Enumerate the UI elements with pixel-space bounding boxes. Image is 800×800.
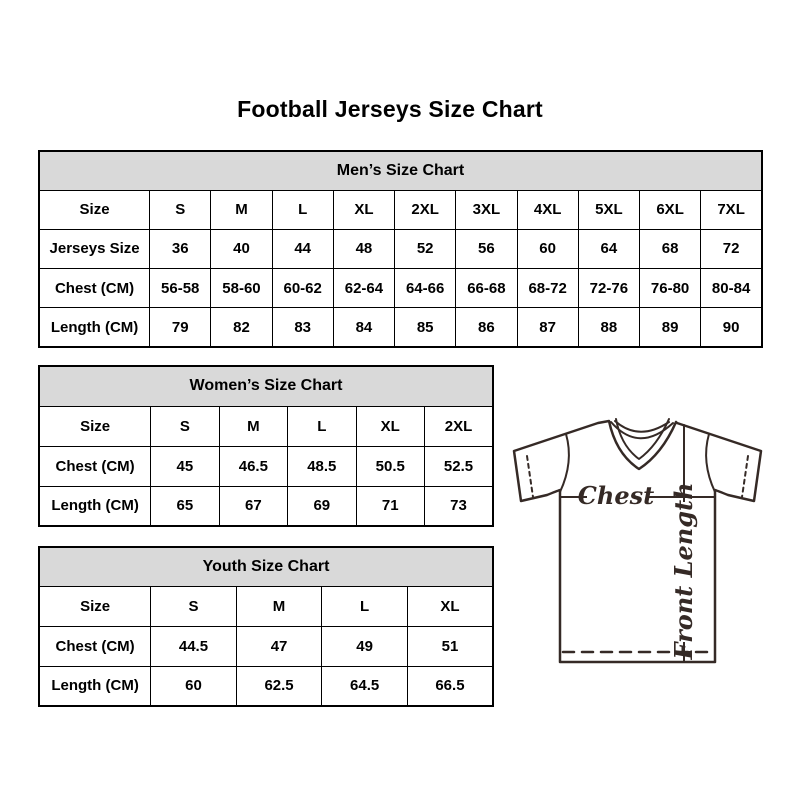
table-cell: 64 [578,229,639,268]
table-cell: 58-60 [211,269,272,308]
table-row [39,486,493,526]
table-cell: 50.5 [356,446,424,486]
table-cell: 49 [322,627,408,667]
row-header: Chest (CM) [39,269,150,308]
table-cell: S [151,406,219,446]
table-cell: S [151,587,237,627]
table-cell: 79 [150,308,211,347]
left-cuff-dashed-line [527,456,533,497]
row-header: Size [39,587,151,627]
table-cell: 46.5 [219,446,287,486]
row-header: Jerseys Size [39,229,150,268]
table-cell: 72 [701,229,762,268]
table-row [39,627,493,667]
table-cell: 56 [456,229,517,268]
table-cell: 86 [456,308,517,347]
table-row [39,587,493,627]
table-cell: M [211,190,272,229]
table-cell: 3XL [456,190,517,229]
table-cell: 66.5 [407,666,493,706]
table-cell: 60 [517,229,578,268]
row-header: Chest (CM) [39,627,151,667]
table-cell: 67 [219,486,287,526]
table-row [39,229,762,268]
table-cell: 85 [395,308,456,347]
table-cell: 62-64 [333,269,394,308]
table-cell: 73 [424,486,493,526]
front-length-label: Front Length [669,482,698,660]
mens-size-table [38,150,763,348]
row-header: Length (CM) [39,486,151,526]
table-cell: 69 [288,486,356,526]
table-cell: 7XL [701,190,762,229]
table-cell: 45 [151,446,219,486]
table-cell: 52 [395,229,456,268]
table-cell: XL [356,406,424,446]
table-cell: XL [407,587,493,627]
table-row [39,406,493,446]
table-cell: 4XL [517,190,578,229]
table-cell: 64.5 [322,666,408,706]
page-title: Football Jerseys Size Chart [237,96,543,122]
table-cell: 65 [151,486,219,526]
table-cell: 64-66 [395,269,456,308]
row-header: Size [39,190,150,229]
table-cell: M [219,406,287,446]
table-cell: 44.5 [151,627,237,667]
table-cell: 84 [333,308,394,347]
table-cell: 60-62 [272,269,333,308]
table-title: Women’s Size Chart [39,366,493,406]
table-cell: 87 [517,308,578,347]
womens-size-chart [38,365,494,527]
table-cell: 68 [639,229,700,268]
table-cell: 48 [333,229,394,268]
table-cell: XL [333,190,394,229]
row-header: Length (CM) [39,308,150,347]
womens-size-table [38,365,494,527]
table-row [39,446,493,486]
table-cell: 82 [211,308,272,347]
table-cell: M [236,587,322,627]
table-cell: 2XL [424,406,493,446]
youth-size-chart [38,546,494,707]
chest-label: Chest [577,481,655,510]
youth-size-table [38,546,494,707]
left-armhole-seam [560,434,569,492]
mens-size-chart [38,150,763,348]
table-cell: L [322,587,408,627]
table-cell: 76-80 [639,269,700,308]
table-row [39,666,493,706]
table-cell: 66-68 [456,269,517,308]
table-cell: 51 [407,627,493,667]
table-cell: 47 [236,627,322,667]
table-cell: 40 [211,229,272,268]
collar-back-arc-inner [615,421,669,432]
right-armhole-seam [706,434,715,492]
table-cell: 52.5 [424,446,493,486]
table-cell: 68-72 [517,269,578,308]
table-cell: 88 [578,308,639,347]
row-header: Size [39,406,151,446]
table-cell: 60 [151,666,237,706]
table-title: Youth Size Chart [39,547,493,587]
table-row [39,308,762,347]
row-header: Length (CM) [39,666,151,706]
table-cell: 56-58 [150,269,211,308]
table-title: Men’s Size Chart [39,151,762,190]
table-row [39,269,762,308]
row-header: Chest (CM) [39,446,151,486]
table-cell: 83 [272,308,333,347]
table-cell: 48.5 [288,446,356,486]
table-row [39,190,762,229]
table-cell: L [288,406,356,446]
table-cell: 5XL [578,190,639,229]
table-cell: 90 [701,308,762,347]
table-cell: 71 [356,486,424,526]
table-cell: 62.5 [236,666,322,706]
right-cuff-dashed-line [742,456,748,497]
table-cell: 80-84 [701,269,762,308]
table-cell: 89 [639,308,700,347]
table-cell: 2XL [395,190,456,229]
jersey-measurement-diagram [500,398,770,678]
table-cell: 36 [150,229,211,268]
table-cell: 6XL [639,190,700,229]
table-cell: 72-76 [578,269,639,308]
table-cell: L [272,190,333,229]
table-cell: S [150,190,211,229]
table-cell: 44 [272,229,333,268]
